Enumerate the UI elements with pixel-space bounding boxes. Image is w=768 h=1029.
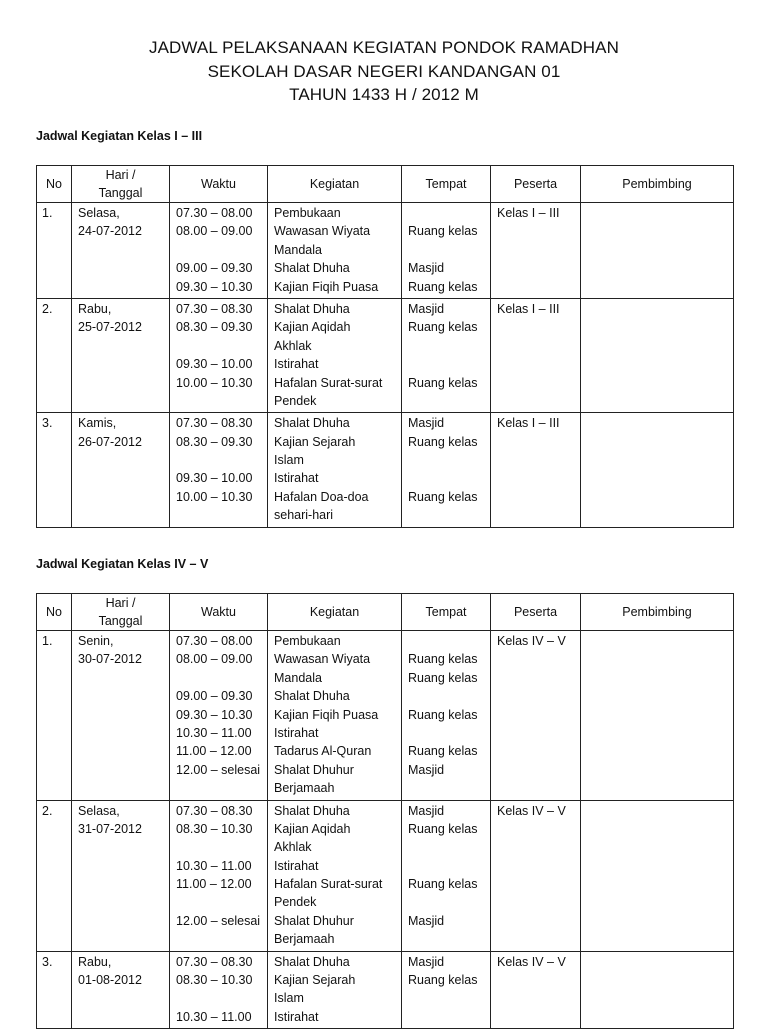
place-line xyxy=(402,469,490,487)
header-peserta: Peserta xyxy=(491,594,581,631)
schedule-table-kelas-4-5 xyxy=(36,593,734,1029)
place-line: Masjid xyxy=(408,301,445,316)
cell-tempat xyxy=(402,631,491,801)
time-line: 08.30 – 10.30 xyxy=(176,821,253,836)
place-line: Masjid xyxy=(408,913,445,928)
participants-line: Kelas IV – V xyxy=(497,634,566,648)
day-date-line: 25-07-2012 xyxy=(78,320,142,335)
cell-hari-tanggal xyxy=(72,203,170,299)
time-line: 07.30 – 08.00 xyxy=(176,634,253,648)
participants-line: Kelas I – III xyxy=(497,416,560,431)
participants-line: Kelas IV – V xyxy=(497,803,566,818)
activity-line: Pembukaan xyxy=(274,634,341,648)
activity-line: Pendek xyxy=(274,393,317,408)
cell-waktu xyxy=(170,951,268,1029)
activity-line: Kajian Sejarah xyxy=(274,434,356,449)
place-line xyxy=(402,204,490,222)
time-line xyxy=(170,989,267,1007)
day-date-line: Selasa, xyxy=(78,206,120,220)
place-line xyxy=(402,989,490,1007)
activity-line: Berjamaah xyxy=(274,932,335,947)
table-row xyxy=(37,203,734,299)
place-line: Ruang kelas xyxy=(408,973,478,988)
activity-line: sehari-hari xyxy=(274,508,334,523)
place-line xyxy=(402,392,490,410)
day-date-line: 30-07-2012 xyxy=(78,652,142,667)
time-line: 10.30 – 11.00 xyxy=(176,1009,252,1024)
place-line: Ruang kelas xyxy=(408,821,478,836)
place-line xyxy=(402,857,490,875)
cell-peserta xyxy=(491,800,581,951)
time-line: 09.00 – 09.30 xyxy=(176,261,253,276)
time-line: 08.30 – 10.30 xyxy=(176,973,253,988)
activity-line: Shalat Dhuhur xyxy=(274,913,354,928)
day-date-line: Selasa, xyxy=(78,803,120,818)
cell-peserta xyxy=(491,951,581,1029)
cell-waktu xyxy=(170,203,268,299)
activity-line: Akhlak xyxy=(274,338,312,353)
row-number: 2. xyxy=(42,301,53,316)
time-line xyxy=(170,669,267,687)
section-title-kelas-1-3: Jadwal Kegiatan Kelas I – III xyxy=(36,129,203,143)
time-line: 10.30 – 11.00 xyxy=(176,725,252,740)
time-line xyxy=(170,392,267,410)
participants-line: Kelas IV – V xyxy=(497,954,566,969)
header-pembimbing: Pembimbing xyxy=(581,594,734,631)
activity-line: Mandala xyxy=(274,242,322,257)
time-line: 08.00 – 09.00 xyxy=(176,224,253,239)
section-title-kelas-4-5: Jadwal Kegiatan Kelas IV – V xyxy=(36,557,209,571)
cell-peserta xyxy=(491,203,581,299)
activity-line: Mandala xyxy=(274,670,322,685)
place-line: Ruang kelas xyxy=(408,279,478,294)
time-line: 09.00 – 09.30 xyxy=(176,689,253,704)
cell-hari-tanggal xyxy=(72,413,170,527)
activity-line: Wawasan Wiyata xyxy=(274,224,371,239)
cell-kegiatan xyxy=(268,203,402,299)
table-row xyxy=(37,298,734,412)
cell-peserta xyxy=(491,413,581,527)
activity-line: Wawasan Wiyata xyxy=(274,652,371,667)
place-line xyxy=(402,506,490,524)
place-line xyxy=(402,930,490,948)
time-line: 12.00 – selesai xyxy=(176,762,261,777)
cell-waktu xyxy=(170,800,268,951)
activity-line: Pembukaan xyxy=(274,206,341,220)
time-line: 09.30 – 10.30 xyxy=(176,707,253,722)
time-line xyxy=(170,241,267,259)
time-line: 07.30 – 08.30 xyxy=(176,954,253,969)
cell-peserta xyxy=(491,298,581,412)
header-peserta: Peserta xyxy=(491,166,581,203)
cell-pembimbing xyxy=(581,800,734,951)
row-number: 2. xyxy=(42,803,53,818)
title-line-1: JADWAL PELAKSANAAN KEGIATAN PONDOK RAMADHAN xyxy=(148,38,619,57)
header-no: No xyxy=(37,594,72,631)
cell-hari-tanggal xyxy=(72,298,170,412)
day-date-line: 01-08-2012 xyxy=(78,973,142,988)
time-line: 10.30 – 11.00 xyxy=(176,858,252,873)
row-number: 3. xyxy=(42,416,53,431)
activity-line: Hafalan Surat-surat xyxy=(274,877,383,892)
place-line xyxy=(402,355,490,373)
time-line: 07.30 – 08.30 xyxy=(176,301,253,316)
cell-kegiatan xyxy=(268,413,402,527)
activity-line: Shalat Dhuhur xyxy=(274,762,354,777)
title-line-2: SEKOLAH DASAR NEGERI KANDANGAN 01 xyxy=(207,61,561,81)
place-line: Ruang kelas xyxy=(408,877,478,892)
header-hari-tanggal: Hari / Tanggal xyxy=(72,594,170,631)
cell-waktu xyxy=(170,298,268,412)
activity-line: Shalat Dhuha xyxy=(274,301,350,316)
table-row xyxy=(37,631,734,801)
table-row xyxy=(37,413,734,527)
place-line xyxy=(402,632,490,650)
row-number: 1. xyxy=(42,206,53,220)
place-line xyxy=(402,779,490,797)
day-date-line: 31-07-2012 xyxy=(78,821,142,836)
row-number: 1. xyxy=(42,634,53,648)
day-date-line: 26-07-2012 xyxy=(78,434,142,449)
activity-line: Kajian Fiqih Puasa xyxy=(274,279,379,294)
cell-tempat xyxy=(402,951,491,1029)
table-row xyxy=(37,951,734,1029)
time-line: 07.30 – 08.00 xyxy=(176,206,253,220)
header-pembimbing: Pembimbing xyxy=(581,166,734,203)
cell-no xyxy=(37,951,72,1029)
time-line: 11.00 – 12.00 xyxy=(176,877,252,892)
place-line xyxy=(402,838,490,856)
time-line: 08.00 – 09.00 xyxy=(176,652,253,667)
activity-line: Shalat Dhuha xyxy=(274,416,350,431)
cell-tempat xyxy=(402,413,491,527)
cell-tempat xyxy=(402,203,491,299)
row-number: 3. xyxy=(42,954,53,969)
cell-kegiatan xyxy=(268,951,402,1029)
place-line: Ruang kelas xyxy=(408,652,478,667)
activity-line: Istirahat xyxy=(274,471,319,486)
time-line: 09.30 – 10.00 xyxy=(176,357,253,372)
day-date-line: Kamis, xyxy=(78,416,117,431)
header-kegiatan: Kegiatan xyxy=(268,166,402,203)
place-line xyxy=(402,451,490,469)
time-line: 11.00 – 12.00 xyxy=(176,744,252,759)
activity-line: Shalat Dhuha xyxy=(274,803,350,818)
activity-line: Istirahat xyxy=(274,1009,319,1024)
activity-line: Tadarus Al-Quran xyxy=(274,744,372,759)
cell-pembimbing xyxy=(581,951,734,1029)
cell-pembimbing xyxy=(581,203,734,299)
cell-tempat xyxy=(402,298,491,412)
time-line xyxy=(170,506,267,524)
cell-waktu xyxy=(170,413,268,527)
cell-hari-tanggal xyxy=(72,800,170,951)
cell-peserta xyxy=(491,631,581,801)
time-line: 10.00 – 10.30 xyxy=(176,489,253,504)
header-waktu: Waktu xyxy=(170,594,268,631)
header-kegiatan: Kegiatan xyxy=(268,594,402,631)
day-date-line: 24-07-2012 xyxy=(78,224,142,239)
place-line: Ruang kelas xyxy=(408,670,478,685)
schedule-table-kelas-1-3 xyxy=(36,165,734,528)
place-line: Masjid xyxy=(408,954,445,969)
table-header-row xyxy=(37,594,734,631)
time-line xyxy=(170,930,267,948)
activity-line: Pendek xyxy=(274,895,317,910)
cell-kegiatan xyxy=(268,800,402,951)
place-line: Masjid xyxy=(408,416,445,431)
cell-kegiatan xyxy=(268,298,402,412)
time-line xyxy=(170,451,267,469)
place-line xyxy=(402,241,490,259)
place-line: Masjid xyxy=(408,762,445,777)
activity-line: Kajian Aqidah xyxy=(274,821,351,836)
cell-hari-tanggal xyxy=(72,951,170,1029)
cell-no xyxy=(37,298,72,412)
cell-hari-tanggal xyxy=(72,631,170,801)
header-tempat: Tempat xyxy=(402,594,491,631)
cell-kegiatan xyxy=(268,631,402,801)
time-line: 12.00 – selesai xyxy=(176,913,261,928)
place-line: Ruang kelas xyxy=(408,707,478,722)
header-tempat: Tempat xyxy=(402,166,491,203)
cell-pembimbing xyxy=(581,631,734,801)
time-line: 08.30 – 09.30 xyxy=(176,320,253,335)
cell-pembimbing xyxy=(581,298,734,412)
activity-line: Istirahat xyxy=(274,357,319,372)
time-line xyxy=(170,779,267,797)
activity-line: Kajian Fiqih Puasa xyxy=(274,707,379,722)
cell-waktu xyxy=(170,631,268,801)
activity-line: Berjamaah xyxy=(274,781,335,796)
day-date-line: Senin, xyxy=(78,634,114,648)
cell-tempat xyxy=(402,800,491,951)
header-waktu: Waktu xyxy=(170,166,268,203)
activity-line: Istirahat xyxy=(274,725,319,740)
place-line: Ruang kelas xyxy=(408,224,478,239)
place-line: Ruang kelas xyxy=(408,489,478,504)
place-line: Ruang kelas xyxy=(408,744,478,759)
time-line: 09.30 – 10.00 xyxy=(176,471,253,486)
place-line xyxy=(402,337,490,355)
cell-pembimbing xyxy=(581,413,734,527)
time-line: 07.30 – 08.30 xyxy=(176,803,253,818)
time-line xyxy=(170,337,267,355)
activity-line: Hafalan Doa-doa xyxy=(274,489,369,504)
place-line: Ruang kelas xyxy=(408,434,478,449)
activity-line: Islam xyxy=(274,453,304,468)
place-line: Ruang kelas xyxy=(408,375,478,390)
participants-line: Kelas I – III xyxy=(497,301,560,316)
cell-no xyxy=(37,203,72,299)
cell-no xyxy=(37,800,72,951)
cell-no xyxy=(37,413,72,527)
place-line: Ruang kelas xyxy=(408,320,478,335)
time-line: 10.00 – 10.30 xyxy=(176,375,253,390)
activity-line: Akhlak xyxy=(274,840,312,855)
activity-line: Islam xyxy=(274,991,304,1006)
cell-no xyxy=(37,631,72,801)
place-line xyxy=(402,1008,490,1026)
table-row xyxy=(37,800,734,951)
place-line xyxy=(402,893,490,911)
activity-line: Shalat Dhuha xyxy=(274,954,350,969)
time-line: 07.30 – 08.30 xyxy=(176,416,253,431)
participants-line: Kelas I – III xyxy=(497,206,560,220)
day-date-line: Rabu, xyxy=(78,301,112,316)
time-line: 08.30 – 09.30 xyxy=(176,434,253,449)
place-line xyxy=(402,687,490,705)
place-line: Masjid xyxy=(408,803,445,818)
activity-line: Shalat Dhuha xyxy=(274,689,350,704)
activity-line: Hafalan Surat-surat xyxy=(274,375,383,390)
activity-line: Istirahat xyxy=(274,858,319,873)
document-title xyxy=(0,36,768,107)
place-line xyxy=(402,724,490,742)
header-hari-tanggal: Hari / Tanggal xyxy=(72,166,170,203)
place-line: Masjid xyxy=(408,261,445,276)
time-line: 09.30 – 10.30 xyxy=(176,279,253,294)
header-no: No xyxy=(37,166,72,203)
time-line xyxy=(170,838,267,856)
table-header-row xyxy=(37,166,734,203)
day-date-line: Rabu, xyxy=(78,954,112,969)
activity-line: Kajian Aqidah xyxy=(274,320,351,335)
time-line xyxy=(170,893,267,911)
title-line-3: TAHUN 1433 H / 2012 M xyxy=(289,85,479,104)
activity-line: Kajian Sejarah xyxy=(274,973,356,988)
activity-line: Shalat Dhuha xyxy=(274,261,350,276)
